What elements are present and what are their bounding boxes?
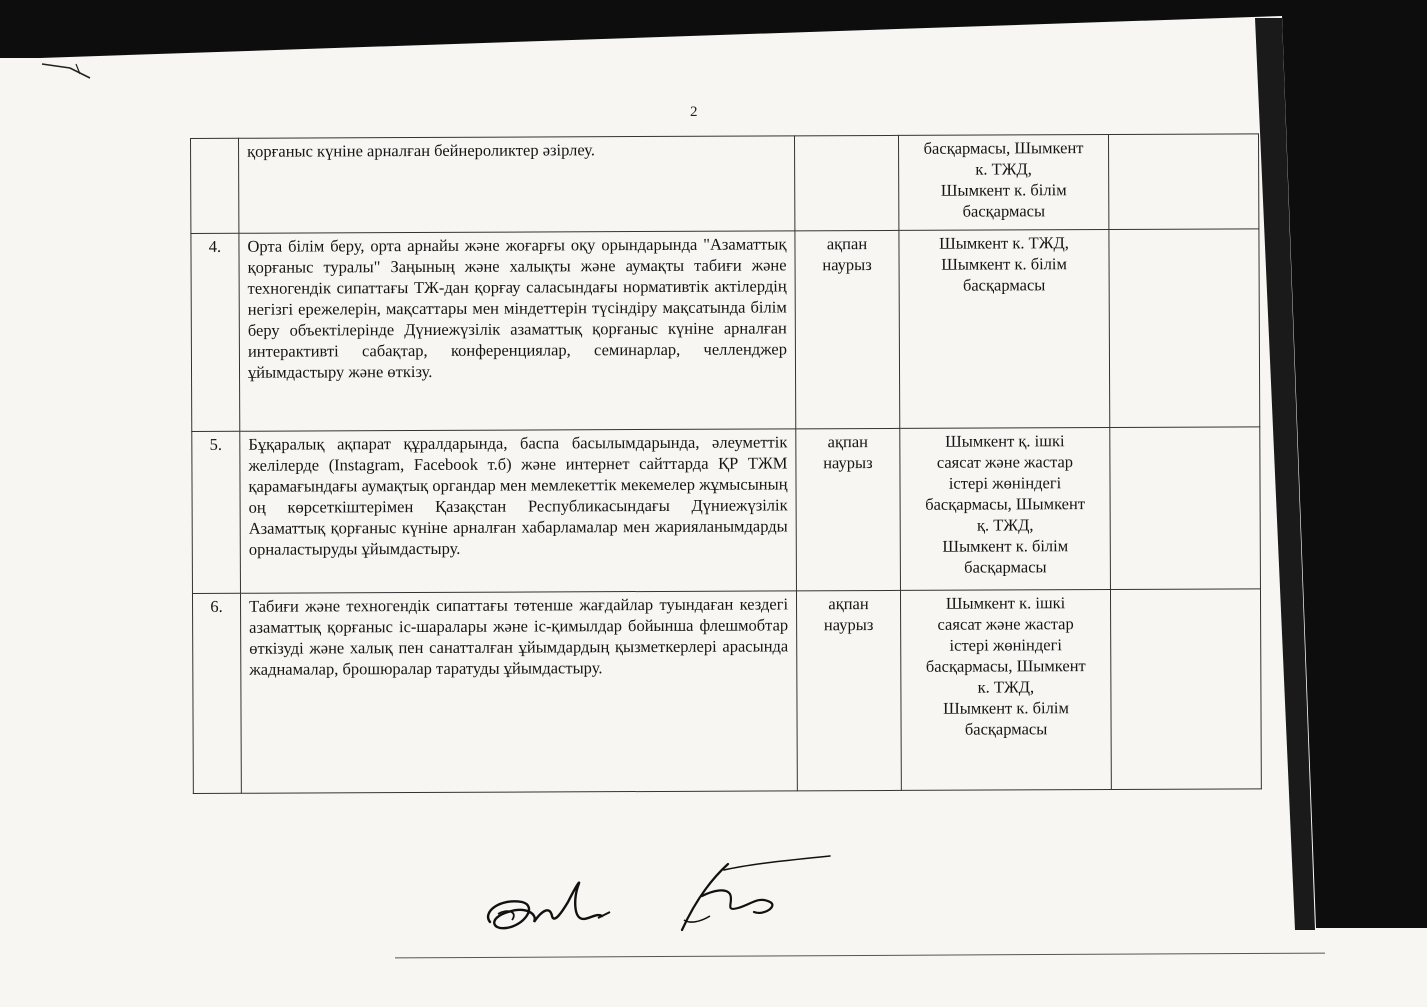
executor-line: істері жөніндегі [948,473,1062,493]
executor-line: басқармасы [964,557,1047,577]
executor-line: басқармасы, Шымкент [923,138,1084,158]
executor-line: Шымкент қ. ішкі [945,431,1065,451]
term-line: наурыз [823,453,873,473]
executor-line: саясат және жастар [936,452,1074,472]
row-executors [900,589,1111,790]
executor-line: Шымкент к. білім [940,180,1067,200]
executor-line: Шымкент к. білім [941,254,1067,274]
row-note [1110,427,1261,590]
executor-line: басқармасы [964,719,1048,739]
row-term [795,230,900,428]
row-description: Бұқаралық ақпарат құралдарында, баспа басылымдарында, әлеуметтік желілерде (Instagram, Facebook т.б) және интернет сайттарда ҚР ТЖМ қарамағындағы аумақтық органдар мен мемлекеттік мекемелер жұмысының оң көрсеткіштерімен Қазақстан Республикасындағы Дүниежүзілік Азаматтық қорғаныс күніне арналған хабарламалар мен жарияланымдарды орналастыруды ұйымдастыру. [240,429,797,593]
term-line: наурыз [822,255,872,275]
page-number: 2 [690,104,698,120]
executor-line: к. ТЖД, [975,159,1032,179]
row-number: 4. [191,233,240,431]
executor-line: Шымкент к. ішкі [945,593,1066,613]
row-note [1108,134,1258,230]
row-term [796,590,901,790]
executor-line: Шымкент к. ТЖД, [939,233,1069,253]
row-term [794,135,898,230]
executor-line: істері жөніндегі [949,635,1062,655]
table-row [192,427,1261,594]
executor-line: Шымкент к. білім [942,536,1069,556]
row-description: қорғаныс күніне арналған бейнероликтер әзірлеу. [239,136,795,233]
table-row [191,229,1260,432]
plan-table [190,133,1262,794]
row-description: Табиғи және техногендік сипаттағы төтенше жағдайлар туындаған кездегі азаматтық қорғаныс іс-шаралары және іс-қимылдар бойынша флешмобтар өткізуді және халық пен санатталған ұйымдардың қызметкерлері арасында жаднамалар, брошюралар таратуды ұйымдастыру. [240,591,797,793]
row-note [1110,589,1261,790]
executor-line: басқармасы, Шымкент [925,494,1086,514]
row-executors [898,134,1108,230]
term-line: ақпан [828,594,869,614]
row-term [796,428,901,590]
signature-2 [640,850,840,940]
executor-line: қ. ТЖД, [976,515,1034,535]
executor-line: к. ТЖД, [977,677,1035,697]
row-number: 5. [192,431,241,593]
row-note [1109,229,1260,428]
table-row [192,589,1261,794]
executor-line: басқармасы [962,275,1046,295]
executor-line: басқармасы [962,201,1046,221]
executor-line: Шымкент к. білім [943,698,1069,718]
term-line: наурыз [823,615,874,635]
row-executors [900,427,1111,590]
term-line: ақпан [826,234,868,254]
pen-stroke-mark [40,60,92,80]
row-number [191,138,239,233]
row-number: 6. [192,593,241,793]
table-row [191,134,1259,234]
row-executors [899,229,1110,428]
executor-line: басқармасы, Шымкент [925,656,1086,676]
term-line: ақпан [827,432,869,452]
row-description: Орта білім беру, орта арнайы және жоғарғы оқу орындарында "Азаматтық қорғаныс туралы" Заңының және халықты және аумақты табиғи және техногендік сипаттағы ТЖ-дан қорғау саласындағы нормативтік актілердің негізгі ережелерін, мақсаттары мен міндеттерін түсіндіру мақсатында білім беру объектілерінде Дүниежүзілік азаматтық қорғаныс күніне арналған интерактивті сабақтар, конференциялар, семинарлар, челленджер ұйымдастыру және өткізу. [239,231,796,431]
executor-line: саясат және жастар [937,614,1074,634]
signature-1 [478,862,618,942]
